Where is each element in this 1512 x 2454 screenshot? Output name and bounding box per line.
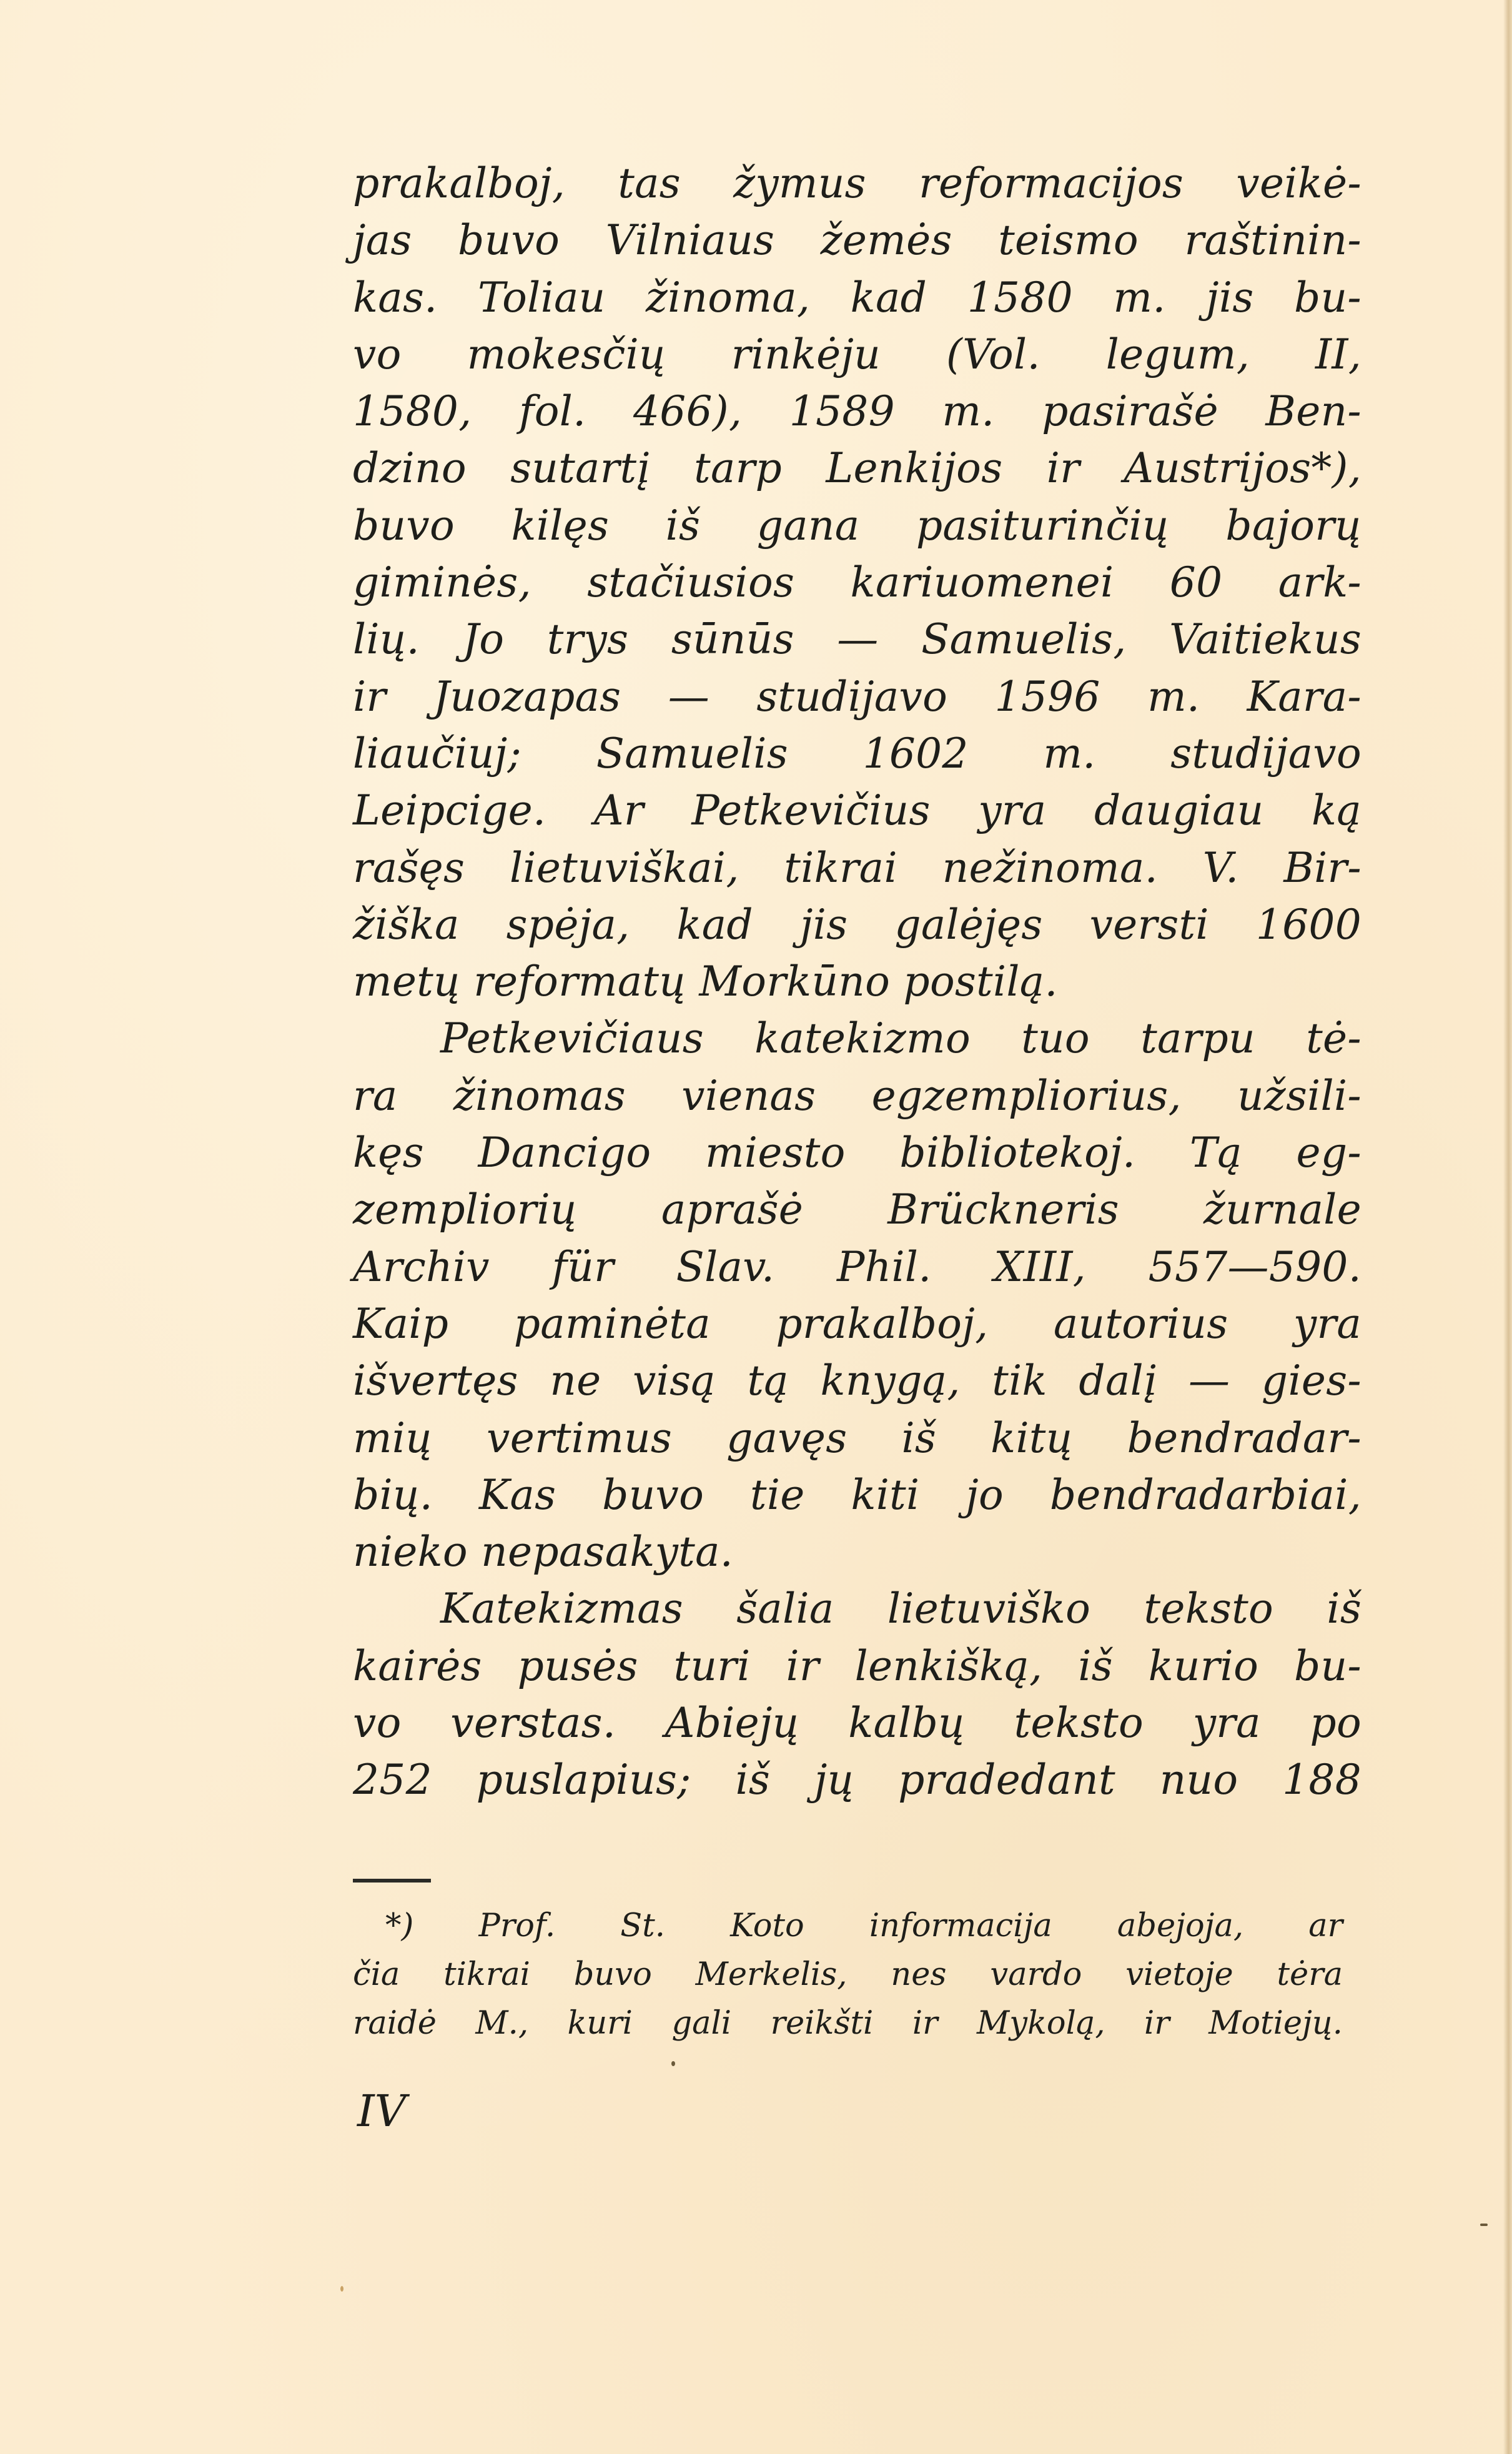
text-line: 1580, fol. 466), 1589 m. pasirašė Ben-	[353, 387, 1361, 436]
text-line: giminės, stačiusios kariuomenei 60 ark-	[353, 558, 1361, 607]
text-line: prakalboj, tas žymus reformacijos veikė-	[353, 159, 1361, 207]
paragraph-end-line: metų reformatų Morkūno postilą.	[353, 957, 1058, 1006]
text-line: vo mokesčių rinkėju (Vol. legum, II,	[353, 330, 1361, 378]
text-line: buvo kilęs iš gana pasiturinčių bajorų	[353, 501, 1361, 550]
text-line: rašęs lietuviškai, tikrai nežinoma. V. Bir-	[353, 843, 1361, 892]
text-line: kas. Toliau žinoma, kad 1580 m. jis bu-	[353, 273, 1361, 322]
text-line: jas buvo Vilniaus žemės teismo raštinin-	[353, 216, 1361, 265]
footnote-line: *) Prof. St. Koto informacija abejoja, ar	[385, 1907, 1343, 1944]
paragraph-start-line: Petkevičiaus katekizmo tuo tarpu tė-	[440, 1014, 1361, 1063]
text-line: Leipcige. Ar Petkevičius yra daugiau ką	[353, 786, 1361, 835]
text-line: lių. Jo trys sūnūs — Samuelis, Vaitiekus	[353, 615, 1361, 664]
footnote-line: čia tikrai buvo Merkelis, nes vardo vietoje tėra	[353, 1956, 1343, 1993]
text-line: ra žinomas vienas egzempliorius, užsili-	[353, 1071, 1361, 1120]
paper-speck	[340, 2286, 343, 2292]
text-line: kęs Dancigo miesto bibliotekoj. Tą eg-	[353, 1129, 1361, 1177]
text-line: bių. Kas buvo tie kiti jo bendradarbiai,	[353, 1470, 1361, 1519]
text-line: zempliorių aprašė Brückneris žurnale	[353, 1185, 1361, 1234]
footnote-line: raidė M., kuri gali reikšti ir Mykolą, ir Motiejų.	[353, 2005, 1343, 2042]
text-line: žiška spėja, kad jis galėjęs versti 1600	[353, 900, 1361, 949]
page-edge-shadow	[1503, 0, 1512, 2454]
text-line: mių vertimus gavęs iš kitų bendradar-	[353, 1413, 1361, 1462]
paragraph-start-line: Katekizmas šalia lietuviško teksto iš	[440, 1585, 1361, 1633]
text-line: išvertęs ne visą tą knygą, tik dalį — gies-	[353, 1357, 1361, 1405]
text-line: vo verstas. Abiejų kalbų teksto yra po	[353, 1699, 1361, 1748]
text-line: kairės pusės turi ir lenkišką, iš kurio bu-	[353, 1641, 1361, 1690]
paragraph-end-line: nieko nepasakyta.	[353, 1528, 733, 1576]
text-line: liaučiuj; Samuelis 1602 m. studijavo	[353, 729, 1361, 778]
text-line: dzino sutartį tarp Lenkijos ir Austrijos*),	[353, 444, 1361, 493]
footnote	[353, 1902, 1343, 2048]
footnote-divider	[353, 1879, 431, 1883]
text-line: Archiv für Slav. Phil. XIII, 557—590.	[353, 1242, 1361, 1291]
body-text	[353, 155, 1361, 1809]
text-line: ir Juozapas — studijavo 1596 m. Kara-	[353, 672, 1361, 721]
text-line: Kaip paminėta prakalboj, autorius yra	[353, 1299, 1361, 1348]
page-number: IV	[357, 2085, 407, 2137]
paper-speck	[1480, 2224, 1488, 2226]
text-line: 252 puslapius; iš jų pradedant nuo 188	[353, 1756, 1361, 1804]
paper-speck	[671, 2061, 675, 2066]
